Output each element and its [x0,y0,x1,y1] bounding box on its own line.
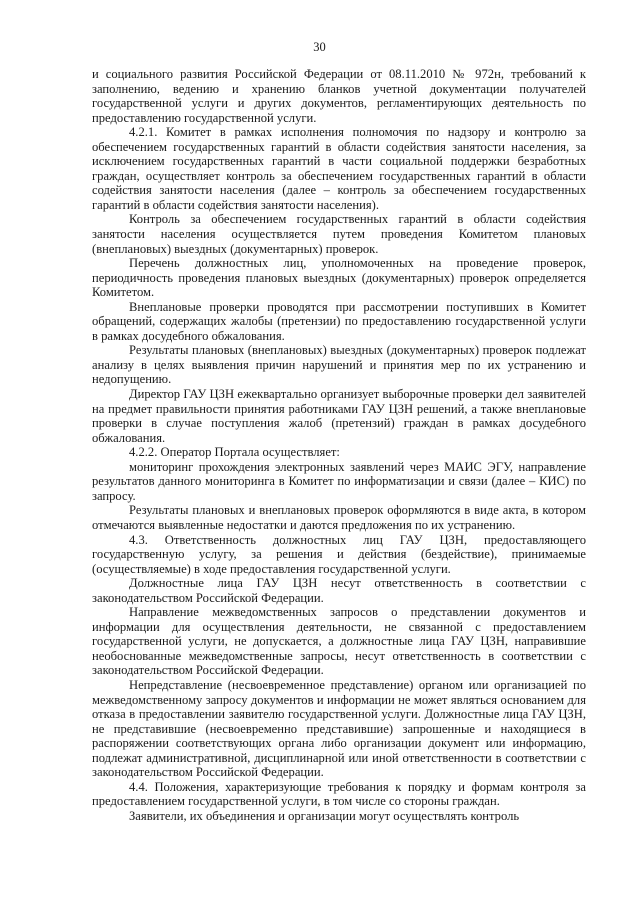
paragraph: 4.4. Положения, характеризующие требования к порядку и формам контроля за предоставлением государственной услуги, в том числе со стороны граждан. [92,779,586,809]
paragraph: Должностные лица ГАУ ЦЗН несут ответственность в соответствии с законодательством Российской Федерации. [92,576,586,605]
paragraph: 4.2.2. Оператор Портала осуществляет: [129,445,340,460]
page-number: 30 [313,40,326,54]
paragraph: Непредставление (несвоевременное представление) органом или организацией по межведомственному запросу документов и информации не может являться основанием для отказа в предоставлении заявителю государственной услуги. Должностные лица ГАУ ЦЗН, не представившие (несвоевременно представившие) запрошенные и находящиеся в распоряжении соответствующих органа либо организации документ или информацию, подлежат административной, дисциплинарной или иной ответственности в соответствии с законодательством Российской Федерации. [92,677,586,780]
paragraph: 4.3. Ответственность должностных лиц ГАУ ЦЗН, предоставляющего государственную услугу, за решения и действия (бездействие), принимаемые (осуществляемые) в ходе предоставления государственной услуги. [92,532,586,576]
paragraph: Результаты плановых (внеплановых) выездных (документарных) проверок подлежат анализу в целях выявления причин нарушений и принятия мер по их устранению и недопущению. [92,343,586,387]
document-body [92,67,586,823]
paragraph: Контроль за обеспечением государственных гарантий в области содействия занятости населения осуществляется путем проведения Комитетом плановых (внеплановых) выездных (документарных) проверок. [92,212,586,256]
paragraph: Заявители, их объединения и организации могут осуществлять контроль [129,808,520,823]
paragraph: Результаты плановых и внеплановых проверок оформляются в виде акта, в котором отмечаются выявленные недостатки и даются предложения по их устранению. [92,503,586,532]
paragraph: Директор ГАУ ЦЗН ежеквартально организует выборочные проверки дел заявителей на предмет правильности принятия работниками ГАУ ЦЗН решений, а также внеплановые проверки в случае поступления жалоб (претензий) граждан в рамках досудебного обжалования. [92,387,586,445]
paragraph: мониторинг прохождения электронных заявлений через МАИС ЭГУ, направление результатов данного мониторинга в Комитет по информатизации и связи (далее – КИС) по запросу. [92,459,586,503]
paragraph: Направление межведомственных запросов о представлении документов и информации для осуществления деятельности, не связанной с предоставлением государственной услуги, не допускается, а должностные лица ГАУ ЦЗН, направившие необоснованные межведомственные запросы, несут ответственность в соответствии с законодательством Российской Федерации. [92,605,586,678]
paragraph: Перечень должностных лиц, уполномоченных на проведение проверок, периодичность проведения плановых выездных (документарных) проверок определяется Комитетом. [92,256,586,300]
paragraph: 4.2.1. Комитет в рамках исполнения полномочия по надзору и контролю за обеспечением государственных гарантий в области содействия занятости населения, за исключением государственных гарантий в части социальной поддержки безработных граждан, осуществляет контроль за обеспечением государственных гарантий в области содействия занятости населения (далее – контроль за обеспечением государственных гарантий в области содействия занятости населения). [92,125,586,212]
paragraph: Внеплановые проверки проводятся при рассмотрении поступивших в Комитет обращений, содержащих жалобы (претензии) по предоставлению государственной услуги в рамках досудебного обжалования. [92,299,586,343]
paragraph: и социального развития Российской Федерации от 08.11.2010 № 972н, требований к заполнению, ведению и хранению бланков учетной документации получателей государственной услуги и других документов, регламентирующих деятельность по предоставлению государственной услуги. [92,67,586,125]
